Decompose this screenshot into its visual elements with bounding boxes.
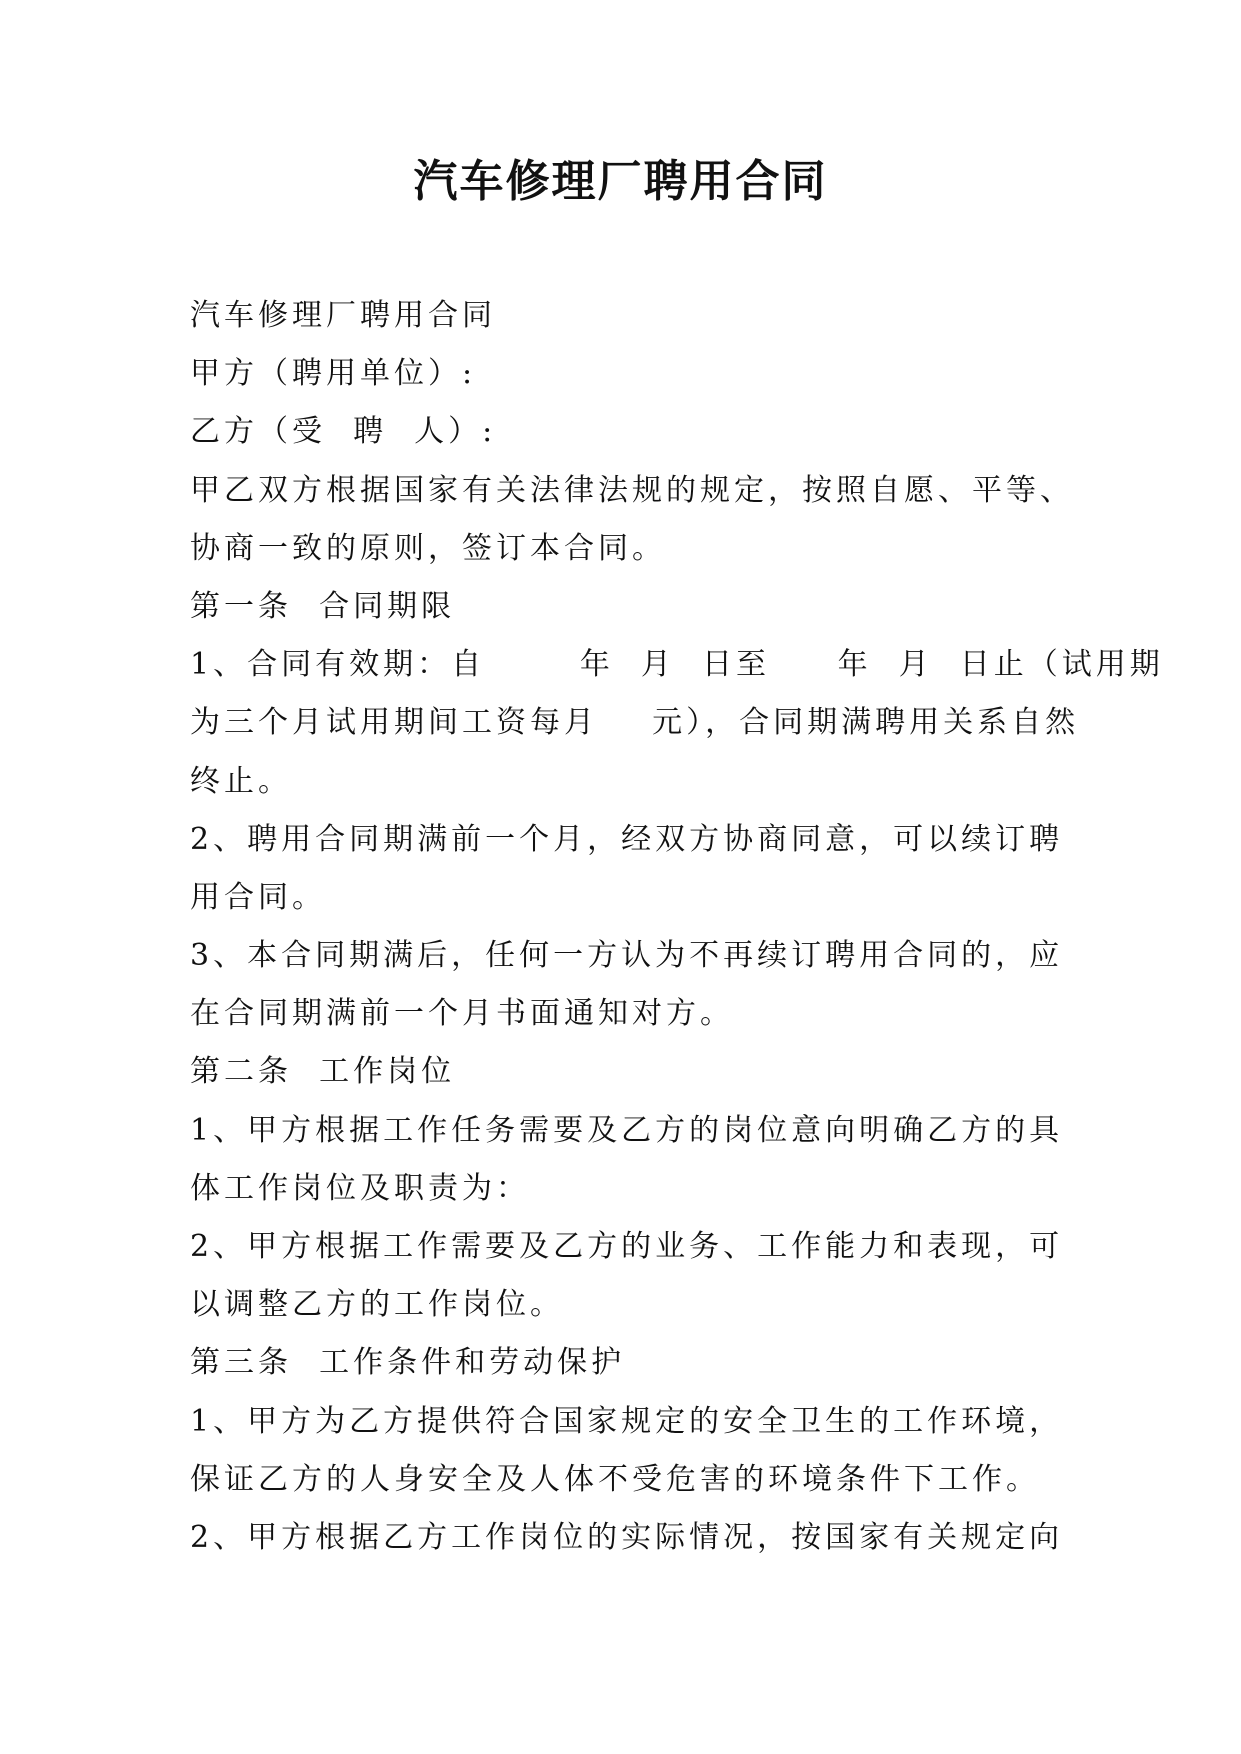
party-b-line: 乙方（受 聘 人）: [190, 414, 497, 450]
body-line: 1、合同有效期：自 年 月 日至 年 月 日止（试用期 [190, 647, 1164, 683]
body-line: 终止。 [190, 763, 292, 799]
body-line: 在合同期满前一个月书面通知对方。 [190, 996, 734, 1032]
party-a-line: 甲方（聘用单位）: [190, 356, 477, 392]
body-line: 2、聘用合同期满前一个月，经双方协商同意，可以续订聘 [190, 821, 1064, 857]
body-line: 协商一致的原则，签订本合同。 [190, 530, 666, 566]
body-line: 甲乙双方根据国家有关法律法规的规定，按照自愿、平等、 [190, 472, 1074, 508]
body-line: 3、本合同期满后，任何一方认为不再续订聘用合同的，应 [190, 938, 1064, 974]
body-line: 2、甲方根据工作需要及乙方的业务、工作能力和表现，可 [190, 1229, 1064, 1264]
body-line: 2、甲方根据乙方工作岗位的实际情况，按国家有关规定向 [190, 1519, 1064, 1555]
body-line: 为三个月试用期间工资每月 元），合同期满聘用关系自然 [190, 705, 1080, 741]
body-line: 体工作岗位及职责为： [190, 1170, 530, 1206]
document-title: 汽车修理厂聘用合同 [413, 156, 828, 207]
body-line: 汽车修理厂聘用合同 [190, 298, 496, 333]
body-line: 1、甲方根据工作任务需要及乙方的岗位意向明确乙方的具 [190, 1112, 1064, 1148]
article-heading: 第三条 工作条件和劳动保护 [190, 1345, 626, 1381]
document-body [190, 287, 1164, 1567]
body-line: 保证乙方的人身安全及人体不受危害的环境条件下工作。 [190, 1461, 1040, 1497]
article-heading: 第一条 合同期限 [190, 588, 456, 624]
body-line: 以调整乙方的工作岗位。 [190, 1287, 564, 1323]
body-line: 用合同。 [190, 879, 326, 915]
article-heading: 第二条 工作岗位 [190, 1054, 456, 1090]
body-line: 1、甲方为乙方提供符合国家规定的安全卫生的工作环境， [190, 1403, 1064, 1439]
